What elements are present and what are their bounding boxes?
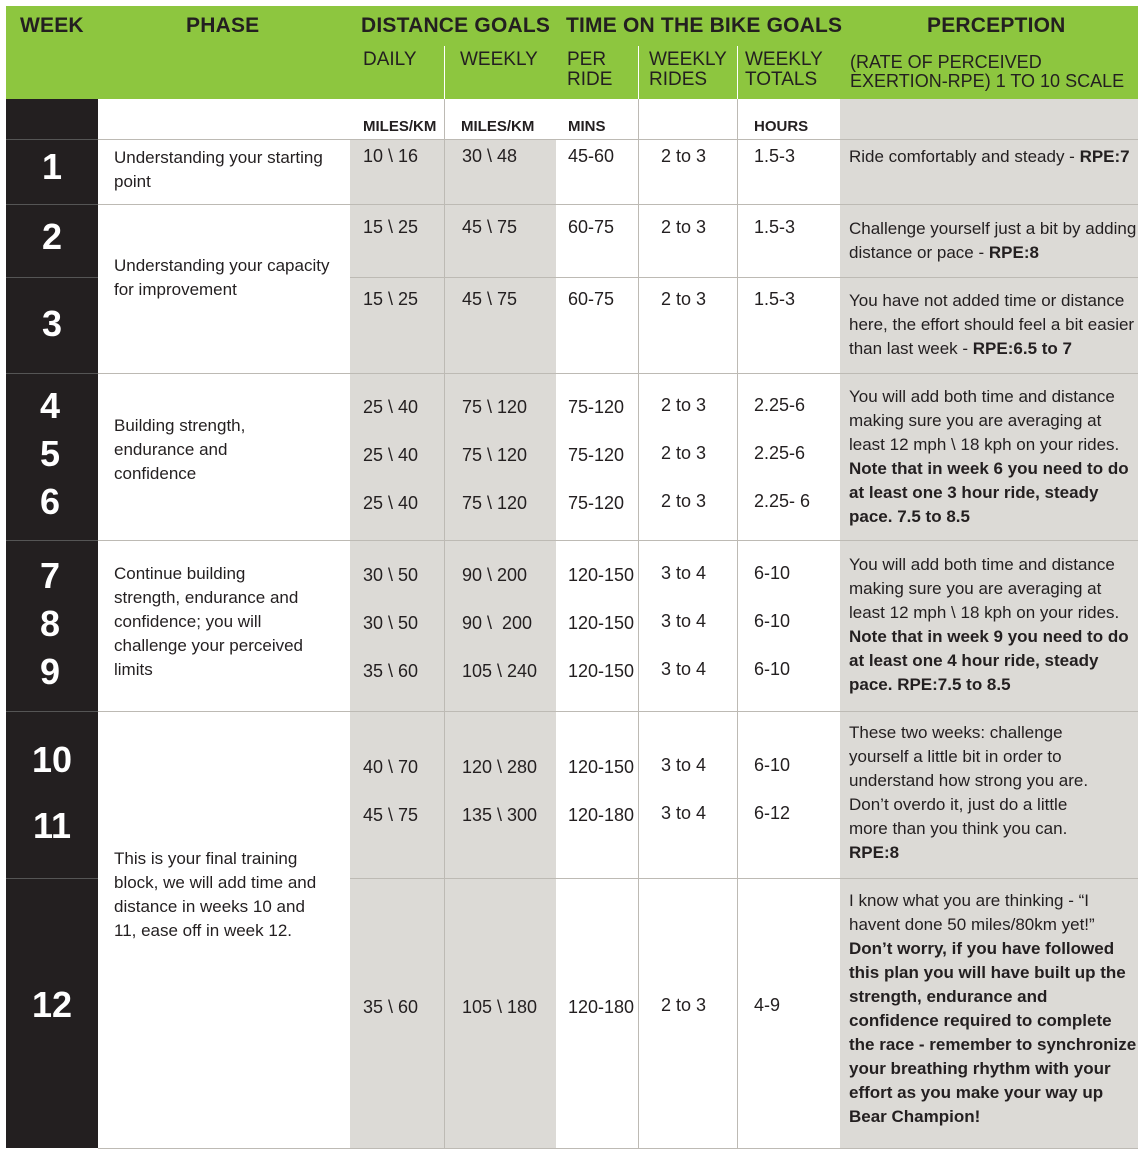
perception-bold: Note that in week 9 you need to do at least one 4 hour ride, steady pace. RPE:7.5 to 8.5	[849, 627, 1129, 694]
cell-weekly-totals: 2.25-6	[754, 443, 806, 463]
cell-weekly-rides: 3 to 4	[661, 803, 707, 823]
cell-daily: 35 \ 60	[363, 997, 419, 1017]
perception-bold: RPE:8	[988, 243, 1039, 262]
cell-daily: 15 \ 25	[363, 289, 419, 309]
cell-weekly-totals: 6-12	[754, 803, 791, 823]
cell-weekly-totals: 6-10	[754, 563, 791, 583]
cell-weekly: 45 \ 75	[462, 289, 518, 309]
column-divider	[737, 99, 738, 1148]
row-divider	[98, 373, 1138, 374]
perception-plain: Ride comfortably and steady -	[849, 147, 1080, 166]
phase-text: Understanding your capacity for improvement	[114, 256, 330, 299]
week-divider	[6, 139, 98, 140]
subheader-weekly-rides-1: WEEKLY	[649, 49, 727, 70]
perception-bold: Don’t worry, if you have followed this plan you will have built up the strength, endurance and confidence required to complete the race - remember to synchronize your breathing rhythm with your effort as you make your way up Bear Champion!	[849, 939, 1137, 1126]
perception-text-week-12	[849, 889, 1139, 1129]
cell-daily: 40 \ 70	[363, 757, 419, 777]
header-divider	[638, 46, 639, 99]
row-divider	[98, 139, 1138, 140]
header-divider	[444, 46, 445, 99]
week-number: 6	[39, 481, 61, 522]
header-week: WEEK	[20, 14, 84, 37]
week-number: 2	[41, 216, 63, 257]
phase-text: This is your final training block, we will add time and distance in weeks 10 and 11, ease off in week 12.	[114, 849, 317, 940]
week-number: 9	[39, 651, 61, 692]
week-number: 8	[39, 603, 61, 644]
cell-per-ride: 120-180	[568, 805, 635, 825]
column-divider	[444, 99, 445, 1148]
perception-bold: RPE:6.5 to 7	[972, 339, 1072, 358]
row-divider	[98, 711, 1138, 712]
subheader-daily: DAILY	[363, 49, 417, 70]
cell-weekly: 120 \ 280	[462, 757, 538, 777]
unit-per-ride: MINS	[568, 118, 606, 135]
week-divider	[6, 373, 98, 374]
cell-per-ride: 75-120	[568, 445, 625, 465]
perception-text-week-2	[849, 217, 1139, 265]
week-number: 10	[31, 739, 73, 780]
unit-daily: MILES/KM	[363, 118, 437, 135]
week-divider	[6, 277, 98, 278]
cell-weekly-rides: 3 to 4	[661, 563, 707, 583]
perception-text-week-3	[849, 289, 1139, 361]
subheader-rpe-2: EXERTION-RPE) 1 TO 10 SCALE	[850, 71, 1125, 91]
perception-bold: RPE:8	[849, 843, 900, 862]
column-divider	[638, 99, 639, 1148]
cell-weekly: 45 \ 75	[462, 217, 518, 237]
cell-per-ride: 60-75	[568, 217, 615, 237]
cell-per-ride: 120-150	[568, 613, 635, 633]
perception-plain: You will add both time and distance making sure you are averaging at least 12 mph \ 18 kph on your rides.	[849, 387, 1120, 454]
cell-weekly: 105 \ 240	[462, 661, 538, 681]
cell-per-ride: 120-150	[568, 565, 635, 585]
cell-per-ride: 60-75	[568, 289, 615, 309]
cell-daily: 35 \ 60	[363, 661, 419, 681]
week-number: 11	[32, 805, 72, 846]
cell-weekly-totals: 6-10	[754, 755, 791, 775]
cell-daily: 25 \ 40	[363, 445, 419, 465]
header-perception: PERCEPTION	[927, 14, 1066, 37]
cell-weekly: 75 \ 120	[462, 493, 528, 513]
subheader-weekly: WEEKLY	[460, 49, 538, 70]
subheader-weekly-rides-2: RIDES	[649, 69, 708, 90]
cell-weekly-rides: 2 to 3	[661, 491, 707, 511]
cell-weekly-totals: 2.25-6	[754, 395, 806, 415]
subheader-rpe-1: (RATE OF PERCEIVED	[850, 52, 1042, 72]
cell-daily: 25 \ 40	[363, 397, 419, 417]
cell-per-ride: 75-120	[568, 493, 625, 513]
perception-plain: Challenge yourself just a bit by adding distance or pace -	[849, 219, 1137, 262]
cell-weekly: 90 \ 200	[462, 613, 533, 633]
week-divider	[6, 878, 98, 879]
cell-weekly-totals: 2.25- 6	[754, 491, 811, 511]
cell-weekly: 75 \ 120	[462, 445, 528, 465]
header-distance-goals: DISTANCE GOALS	[361, 14, 551, 37]
cell-per-ride: 45-60	[568, 146, 615, 166]
perception-plain: You will add both time and distance making sure you are averaging at least 12 mph \ 18 kph on your rides.	[849, 555, 1120, 622]
cell-weekly-rides: 2 to 3	[661, 146, 707, 166]
perception-text-weeks-10-11	[849, 721, 1109, 865]
cell-weekly-totals: 6-10	[754, 659, 791, 679]
cell-weekly-rides: 2 to 3	[661, 395, 707, 415]
week-divider	[6, 540, 98, 541]
cell-weekly-rides: 2 to 3	[661, 443, 707, 463]
phase-text: Building strength, endurance and confidence	[114, 416, 246, 483]
row-divider	[98, 540, 1138, 541]
perception-bold: RPE:7	[1079, 147, 1130, 166]
cell-weekly: 90 \ 200	[462, 565, 528, 585]
cell-weekly-totals: 1.5-3	[754, 146, 796, 166]
cell-daily: 30 \ 50	[363, 613, 419, 633]
subheader-per-ride-2: RIDE	[567, 69, 613, 90]
unit-weekly-totals: HOURS	[754, 118, 809, 135]
cell-daily: 30 \ 50	[363, 565, 419, 585]
cell-weekly-rides: 3 to 4	[661, 659, 707, 679]
perception-text-weeks-7-9	[849, 553, 1139, 697]
header-phase: PHASE	[186, 14, 260, 37]
row-divider	[98, 1148, 1138, 1149]
cell-daily: 45 \ 75	[363, 805, 419, 825]
cell-daily: 25 \ 40	[363, 493, 419, 513]
perception-plain: I know what you are thinking - “I havent done 50 miles/80km yet!”	[849, 891, 1095, 934]
cell-per-ride: 75-120	[568, 397, 625, 417]
subheader-per-ride-1: PER	[567, 49, 607, 70]
cell-weekly-totals: 1.5-3	[754, 289, 796, 309]
phase-text: Understanding your starting point	[114, 148, 323, 191]
perception-plain: You have not added time or distance here, the effort should feel a bit easier than last week -	[849, 291, 1135, 358]
cell-weekly-totals: 6-10	[754, 611, 791, 631]
phase-text: Continue building strength, endurance and confidence; you will challenge your perceived limits	[114, 564, 304, 679]
week-number: 5	[39, 433, 61, 474]
cell-weekly-rides: 3 to 4	[661, 611, 707, 631]
cell-weekly-totals: 1.5-3	[754, 217, 796, 237]
cell-weekly-rides: 2 to 3	[661, 289, 707, 309]
perception-bold: Note that in week 6 you need to do at least one 3 hour ride, steady pace. 7.5 to 8.5	[849, 459, 1129, 526]
week-number: 1	[41, 146, 63, 187]
header-divider	[737, 46, 738, 99]
cell-weekly-rides: 2 to 3	[661, 217, 707, 237]
week-number: 3	[41, 303, 63, 344]
cell-weekly: 30 \ 48	[462, 146, 518, 166]
cell-daily: 10 \ 16	[363, 146, 419, 166]
cell-per-ride: 120-150	[568, 661, 635, 681]
unit-weekly: MILES/KM	[461, 118, 535, 135]
row-divider	[98, 204, 1138, 205]
week-number: 4	[39, 385, 61, 426]
cell-per-ride: 120-150	[568, 757, 635, 777]
subheader-weekly-totals-2: TOTALS	[745, 69, 818, 90]
perception-text-weeks-4-6	[849, 385, 1139, 529]
header-time-goals: TIME ON THE BIKE GOALS	[566, 14, 843, 37]
row-divider	[350, 878, 1138, 879]
cell-weekly: 105 \ 180	[462, 997, 538, 1017]
subheader-weekly-totals-1: WEEKLY	[745, 49, 823, 70]
week-divider	[6, 204, 98, 205]
cell-weekly: 75 \ 120	[462, 397, 528, 417]
cell-weekly: 135 \ 300	[462, 805, 538, 825]
row-divider	[350, 277, 1138, 278]
week-divider	[6, 711, 98, 712]
cell-weekly-rides: 3 to 4	[661, 755, 707, 775]
cell-weekly-rides: 2 to 3	[661, 995, 707, 1015]
week-number: 12	[31, 984, 73, 1025]
cell-per-ride: 120-180	[568, 997, 635, 1017]
perception-plain: These two weeks: challenge yourself a little bit in order to understand how strong you are. Don’t overdo it, just do a little more than you think you can.	[849, 723, 1089, 838]
cell-weekly-totals: 4-9	[754, 995, 781, 1015]
week-number: 7	[39, 555, 61, 596]
perception-text-week-1	[849, 145, 1139, 169]
cell-daily: 15 \ 25	[363, 217, 419, 237]
